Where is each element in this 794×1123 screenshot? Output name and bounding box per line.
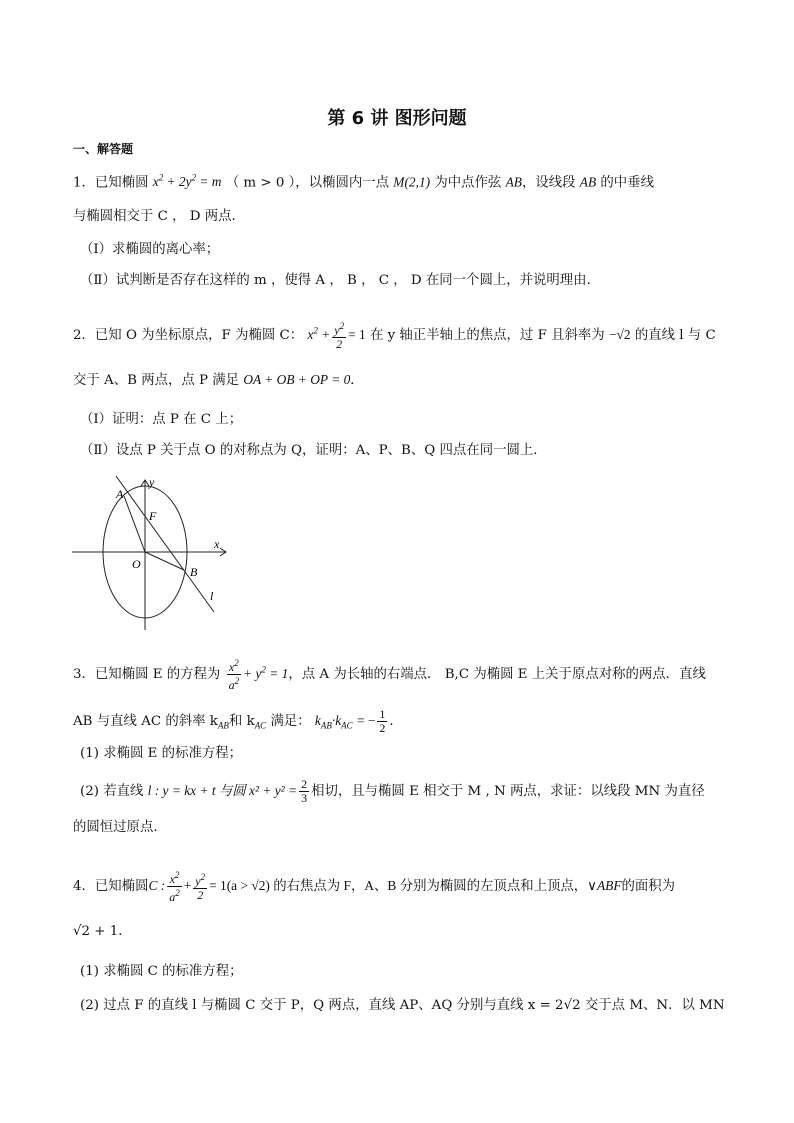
q3-text: = − xyxy=(356,713,376,728)
q4-line1: 4．已知椭圆C : $\frac{x^2}{a^2}$ + $\frac{y^2}{2}$ = 1(a > √2) 的右焦点为 F，A、B 分别为椭圆的左顶点和上顶点，∨ABF的面积为 xyxy=(73,870,676,904)
q2-fraction: $\frac{y^2}{2}$ xyxy=(334,321,345,351)
q3-fraction: $\frac{x^2}{a^2}$ xyxy=(228,658,240,692)
segment-OA xyxy=(124,496,145,552)
q2-text: 在 y 轴正半轴上的焦点，过 F 且斜率为 xyxy=(369,328,605,343)
q3-part2-line2: 的圆恒过原点． xyxy=(73,820,167,835)
q2-vector-eq: OA + OB + OP = 0 xyxy=(243,372,351,387)
label-x: x xyxy=(214,537,220,551)
label-O: O xyxy=(132,557,141,571)
label-A: A xyxy=(116,487,124,501)
q3-two-thirds: $\frac{2}{3}$ xyxy=(301,777,308,805)
q3-line1 xyxy=(73,657,734,692)
q3-sub: AC xyxy=(341,720,353,731)
segment-OB xyxy=(145,552,184,570)
q3-part1: (1) 求椭圆 E 的标准方程； xyxy=(80,746,243,761)
q4-triangle: ∨ABF xyxy=(587,878,622,893)
q1-point: M(2,1) xyxy=(393,174,431,190)
section-heading: 一、解答题 xyxy=(73,142,134,156)
q2-ellipse-eq: $x^2$ + xyxy=(307,325,331,342)
q3-part2 xyxy=(80,778,734,805)
q1-condition: （ m > 0 ） xyxy=(225,175,296,191)
q3-sub: AB xyxy=(217,720,229,731)
q1-text: 1．已知椭圆 xyxy=(73,175,149,191)
label-y: y xyxy=(149,475,155,489)
q4-text: = 1(a > √2) 的右焦点为 F，A、B 分别为椭圆的左顶点和上顶点， xyxy=(209,878,588,893)
q3-text: (2) 若直线 xyxy=(80,784,144,799)
q2-part2: （Ⅱ）设点 P 关于点 O 的对称点为 Q，证明：A、P、B、Q 四点在同一圆上． xyxy=(80,443,547,458)
q1-equation: $x^2 + 2y^2 = m$ xyxy=(152,173,222,190)
q3-sub: AB xyxy=(320,720,332,731)
q1-text: 的中垂线 xyxy=(600,175,654,191)
label-B: B xyxy=(190,565,198,579)
q3-text: 满足： xyxy=(270,714,311,729)
q2-text: 的直线 l 与 C xyxy=(634,328,716,343)
q4-text: 4．已知椭圆 xyxy=(73,879,149,894)
q3-text: B,C 为椭圆 E 上关于原点对称的两点．直线 xyxy=(444,667,706,682)
q3-line2: AB 与直线 AC 的斜率 $k_{AB}$和 $k_{AC}$ 满足： $k_{AB}\cdot k_{AC}$ = − $\frac{1}{2}$ ． xyxy=(73,707,403,735)
q4-text: 的面积为 xyxy=(621,879,676,894)
ellipse-figure xyxy=(66,472,236,632)
q1-part1: （Ⅰ）求椭圆的离心率； xyxy=(80,242,220,257)
q3-sub: AC xyxy=(254,720,267,731)
q3-line-eq: l : y = kx + t 与圆 x² + y² = xyxy=(147,783,298,798)
q2-text: 交于 A、B 两点，点 P 满足 xyxy=(73,373,240,388)
q1-chord: AB xyxy=(579,174,597,190)
q1-text: ，以椭圆内一点 xyxy=(295,175,390,191)
label-l: l xyxy=(210,589,214,603)
q3-text: 3．已知椭圆 E 的方程为 xyxy=(73,667,221,682)
q2-line1 xyxy=(73,320,734,351)
q3-text: 和 k xyxy=(228,714,255,729)
q4-line2: √2 + 1． xyxy=(73,924,132,939)
q4-part1: (1) 求椭圆 C 的标准方程； xyxy=(80,964,243,979)
q2-part1: （Ⅰ）证明：点 P 在 C 上； xyxy=(80,412,243,427)
q1-part2: （Ⅱ）试判断是否存在这样的 m ，使得 A ， B ， C ， D 在同一个圆上，并说明理由． xyxy=(80,273,600,288)
q4-fraction-y: $\frac{y^2}{2}$ xyxy=(195,872,206,902)
q1-chord: AB xyxy=(505,174,522,190)
page-title: 第 6 讲 图形问题 xyxy=(327,108,467,129)
q4-text: C : xyxy=(148,878,166,893)
q3-half: $\frac{1}{2}$ xyxy=(379,707,386,735)
q1-text: 为中点作弦 xyxy=(434,175,502,191)
q1-line2: 与椭圆相交于 C ， D 两点． xyxy=(73,209,245,224)
q2-text: 2．已知 O 为坐标原点，F 为椭圆 C： xyxy=(73,328,304,343)
q4-part2: (2) 过点 F 的直线 l 与椭圆 C 交于 P，Q 两点，直线 AP、AQ 分别与直线 x = 2√2 交于点 M、N．以 MN xyxy=(80,998,725,1013)
q3-text: k xyxy=(314,713,321,728)
q2-eq-rhs: = 1 xyxy=(348,327,366,342)
q1-text: ，设线段 xyxy=(521,175,576,191)
label-F: F xyxy=(149,509,157,523)
q3-eq: + $y^2 = 1$ xyxy=(243,664,289,681)
q3-text: AB 与直线 AC 的斜率 k xyxy=(73,714,218,729)
q3-text: 相切，且与椭圆 E 相交于 M , N 两点，求证：以线段 MN 为直径 xyxy=(311,784,705,799)
q3-text: ·k xyxy=(331,713,342,728)
q3-text: ，点 A 为长轴的右端点． xyxy=(288,667,441,682)
q2-line2: 交于 A、B 两点，点 P 满足 OA + OB + OP = 0． xyxy=(73,372,364,388)
q1-line1 xyxy=(73,168,734,193)
q4-fraction-x: $\frac{x^2}{a^2}$ xyxy=(169,870,180,904)
q2-slope: −√2 xyxy=(608,327,631,342)
line-l xyxy=(116,476,214,612)
